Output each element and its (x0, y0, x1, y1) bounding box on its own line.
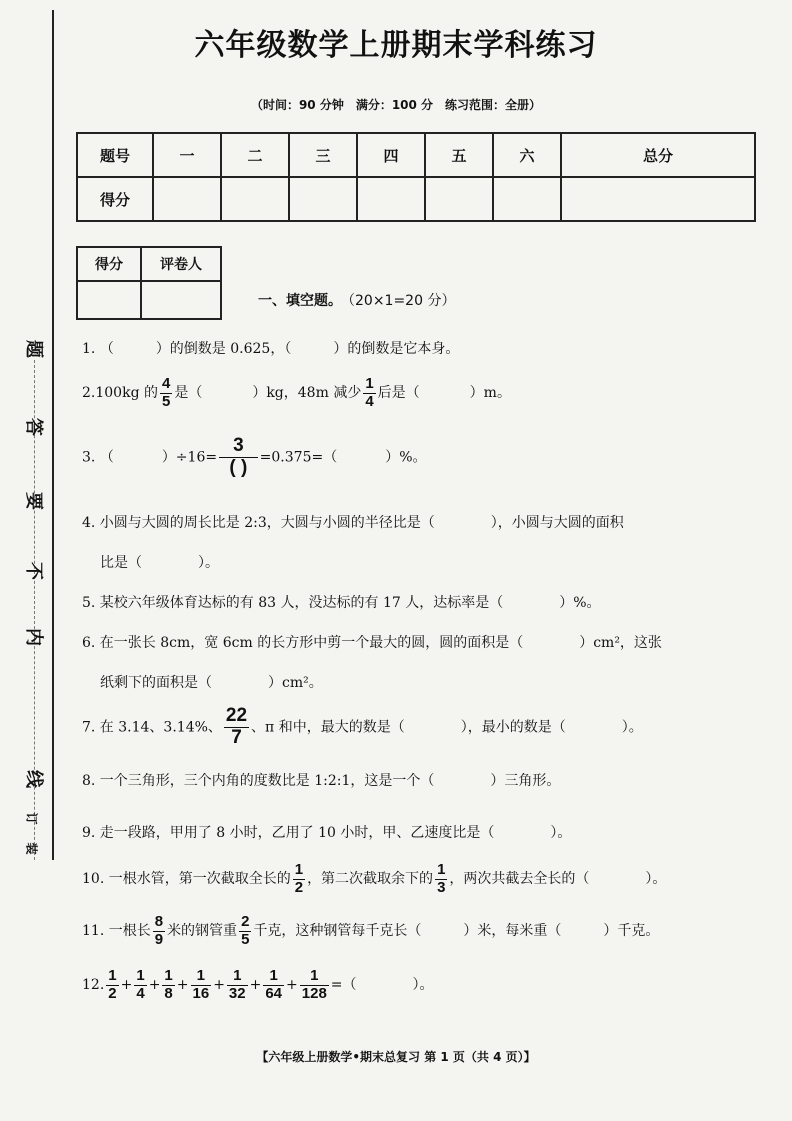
fraction (293, 862, 305, 896)
score-header-cell: 四 (357, 133, 425, 177)
fraction-numerator: 4 (161, 375, 171, 392)
fraction-numerator: 22 (225, 705, 248, 726)
fraction-denominator: 8 (164, 984, 173, 1002)
question-2 (82, 376, 511, 410)
section-title: 一、填空题。 (258, 293, 342, 309)
question-5: 5. 某校六年级体育达标的有 83 人，没达标的有 17 人，达标率是（ ）%。 (82, 595, 601, 611)
question-4-continued: 比是（ ）。 (100, 555, 219, 571)
score-header-cell: 题号 (77, 133, 153, 177)
score-cell[interactable] (357, 177, 425, 221)
fraction (363, 376, 375, 410)
question-text: ，两次共截去全长的（ ）。 (449, 871, 667, 887)
plus-sign: + (286, 977, 298, 993)
question-text: 11. 一根长 (82, 923, 151, 939)
question-7 (82, 706, 643, 749)
seal-text-char: 内 (23, 628, 44, 646)
question-6: 6. 在一张长 8cm，宽 6cm 的长方形中剪一个最大的圆，圆的面积是（ ）cm²，这张 (82, 635, 662, 651)
fraction (219, 436, 258, 479)
fraction-denominator: 2 (294, 878, 304, 896)
plus-sign: + (213, 977, 225, 993)
question-text: ）÷16= (161, 449, 218, 466)
fraction-numerator: 1 (191, 968, 212, 986)
fraction (300, 968, 329, 1002)
seal-text-char: 线 (23, 770, 44, 788)
fraction (162, 968, 174, 1002)
score-cell[interactable] (289, 177, 357, 221)
question-12 (82, 968, 434, 1002)
plus-sign: + (148, 977, 161, 993)
fraction-numerator: 1 (136, 967, 145, 984)
question-text: =（ ）。 (330, 977, 434, 993)
question-text: 米的钢管重 (167, 923, 238, 939)
score-table-header-row (77, 133, 755, 177)
score-header-cell: 三 (289, 133, 357, 177)
fraction-numerator: 1 (294, 861, 304, 878)
fraction (191, 968, 212, 1002)
question-text: 千克，这种钢管每千克长（ ）米，每米重（ ）千克。 (253, 923, 660, 939)
fraction-denominator: 128 (301, 984, 327, 1002)
question-8: 8. 一个三角形，三个内角的度数比是 1:2:1，这是一个（ ）三角形。 (82, 773, 561, 789)
score-header-cell: 一 (153, 133, 221, 177)
fraction-numerator: 2 (241, 913, 250, 930)
score-row-label: 得分 (77, 177, 153, 221)
score-table (76, 132, 756, 222)
fraction-denominator: 16 (192, 984, 210, 1002)
fraction-numerator: 1 (263, 968, 284, 986)
question-text: 是（ (174, 385, 203, 401)
question-text: ，第二次截取余下的 (307, 871, 434, 887)
seal-text-char: 订 (24, 812, 39, 825)
fraction-numerator: 3 (219, 436, 258, 458)
fraction-numerator: 1 (300, 968, 329, 986)
fraction-denominator: 5 (161, 392, 171, 410)
question-number: 3. (82, 449, 96, 466)
fraction-numerator: 1 (365, 375, 374, 392)
question-text: 7. 在 3.14、3.14%、 (82, 719, 222, 736)
question-text: ）kg，48m 减少 (252, 385, 362, 401)
seal-text-char: 不 (23, 562, 44, 580)
seal-text-char: 题 (23, 340, 44, 358)
section-heading (258, 290, 455, 310)
grader-score-cell[interactable] (77, 281, 141, 319)
seal-text-char: 装 (24, 842, 39, 855)
fraction (153, 914, 165, 948)
grader-table (76, 246, 222, 320)
question-number: 2. (82, 385, 96, 401)
question-text: （ (99, 341, 114, 357)
question-number: 1. (82, 341, 96, 357)
plus-sign: + (120, 977, 133, 993)
fraction (227, 968, 248, 1002)
fraction-numerator: 8 (154, 913, 164, 930)
fraction (134, 968, 146, 1002)
question-text: ）的倒数是 0.625，（ (155, 341, 292, 357)
question-3 (82, 436, 427, 479)
fraction (263, 968, 284, 1002)
seal-text-char: 答 (23, 418, 44, 436)
fraction (106, 968, 118, 1002)
fraction-denominator: 32 (228, 984, 246, 1002)
fraction-numerator: 1 (227, 968, 248, 986)
fraction-denominator: 2 (108, 984, 117, 1002)
question-text: 、π 和中，最大的数是（ ），最小的数是（ ）。 (251, 719, 643, 736)
fraction-numerator: 1 (437, 861, 446, 878)
score-cell[interactable] (425, 177, 493, 221)
binding-margin-line (52, 10, 54, 860)
question-6-continued: 纸剩下的面积是（ ）cm²。 (100, 675, 323, 691)
score-cell[interactable] (153, 177, 221, 221)
score-cell[interactable] (493, 177, 561, 221)
score-header-cell: 五 (425, 133, 493, 177)
fraction (239, 914, 251, 948)
grader-score-label: 得分 (77, 247, 141, 281)
score-header-cell: 二 (221, 133, 289, 177)
fraction-denominator: 7 (231, 726, 242, 748)
question-text: 100kg 的 (95, 385, 158, 401)
exam-info: （时间：90 分钟 满分：100 分 练习范围：全册） (250, 98, 542, 112)
question-text: 后是（ (377, 385, 420, 401)
fraction-numerator: 1 (108, 967, 117, 984)
page-title: 六年级数学上册期末学科练习 (194, 28, 598, 63)
fraction-denominator: 64 (265, 984, 283, 1002)
page-footer: 【六年级上册数学•期末总复习 第 1 页（共 4 页）】 (256, 1050, 536, 1064)
fraction (224, 706, 249, 749)
fraction (435, 862, 447, 896)
fraction-denominator: 9 (154, 930, 164, 948)
question-10 (82, 862, 666, 896)
grader-name-cell[interactable] (141, 281, 221, 319)
fraction (160, 376, 172, 410)
plus-sign: + (176, 977, 189, 993)
question-9: 9. 走一段路，甲用了 8 小时，乙用了 10 小时，甲、乙速度比是（ ）。 (82, 825, 572, 841)
question-1 (82, 338, 459, 358)
score-header-cell: 六 (493, 133, 561, 177)
question-number: 12. (82, 977, 105, 993)
fraction-denominator: 4 (365, 392, 374, 410)
question-4: 4. 小圆与大圆的周长比是 2:3，大圆与小圆的半径比是（ ），小圆与大圆的面积 (82, 515, 624, 531)
question-text: 10. 一根水管，第一次截取全长的 (82, 871, 291, 887)
question-text: ）的倒数是它本身。 (333, 341, 460, 357)
fraction-denominator: 4 (136, 984, 145, 1002)
plus-sign: + (249, 977, 262, 993)
score-table-score-row (77, 177, 755, 221)
question-text: =0.375=（ (259, 449, 338, 466)
fraction-numerator: 1 (164, 967, 173, 984)
seal-text-char: 要 (23, 492, 44, 510)
fraction-denominator: 5 (241, 930, 250, 948)
section-points: （20×1=20 分） (348, 293, 456, 309)
fraction-denominator: 3 (437, 878, 446, 896)
total-score-cell[interactable] (561, 177, 755, 221)
question-text: ）%。 (385, 449, 427, 466)
question-11 (82, 914, 659, 948)
score-header-cell: 总分 (561, 133, 755, 177)
grader-name-label: 评卷人 (141, 247, 221, 281)
question-text: ）m。 (469, 385, 511, 401)
score-cell[interactable] (221, 177, 289, 221)
fraction-denominator[interactable]: ( ) (229, 456, 248, 478)
question-text: （ (99, 449, 114, 466)
